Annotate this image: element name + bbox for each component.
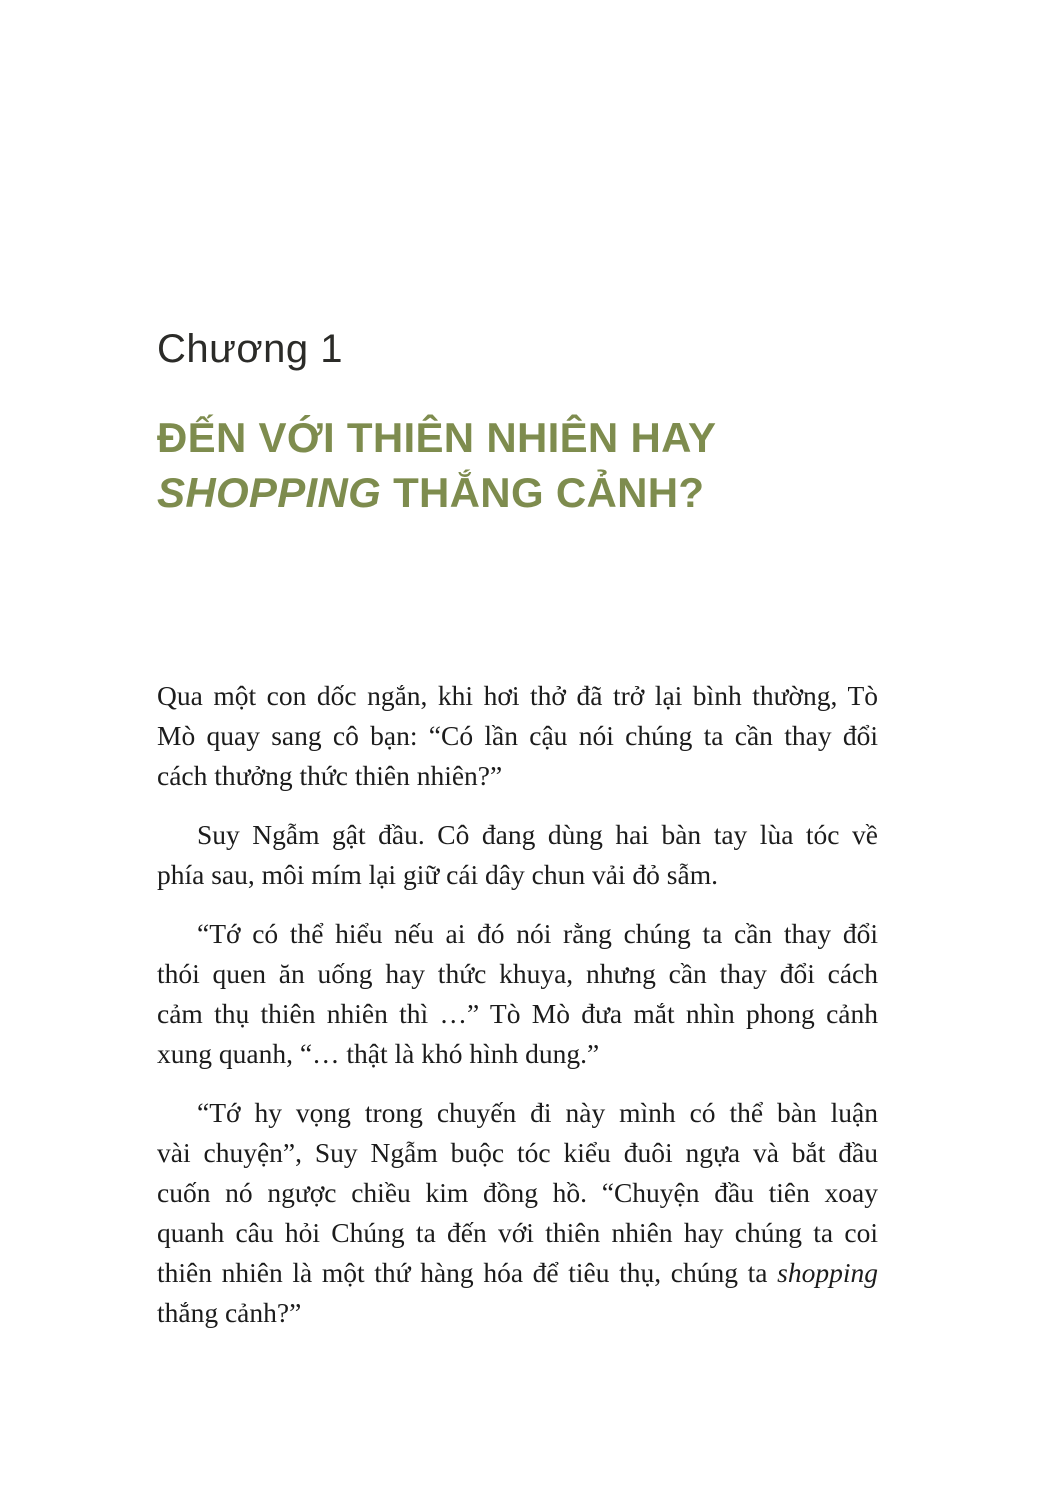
- text-line: [157, 1253, 878, 1293]
- text-run: vài chuyện”, Suy Ngẫm buộc tóc kiểu đuôi ngựa và bắt đầu: [157, 1137, 878, 1168]
- text-line: [157, 1133, 878, 1173]
- text-run: “Tớ có thể hiểu nếu ai đó nói rằng chúng ta cần thay đổi: [197, 918, 878, 949]
- italic-text-run: SHOPPING: [157, 469, 382, 516]
- text-line: [157, 855, 878, 895]
- text-run: quanh câu hỏi Chúng ta đến với thiên nhiên hay chúng ta coi: [157, 1217, 878, 1248]
- text-line: [157, 676, 878, 716]
- text-run: cảm thụ thiên nhiên thì …” Tò Mò đưa mắt nhìn phong cảnh: [157, 998, 878, 1029]
- text-run: Suy Ngẫm gật đầu. Cô đang dùng hai bàn tay lùa tóc về: [197, 819, 878, 850]
- text-line: [157, 1093, 878, 1133]
- text-line: [157, 1213, 878, 1253]
- text-line: [157, 1293, 878, 1333]
- chapter-label: Chương 1: [157, 327, 343, 371]
- text-run: cách thưởng thức thiên nhiên?”: [157, 760, 503, 791]
- text-run: THẮNG CẢNH?: [381, 469, 705, 516]
- text-run: thói quen ăn uống hay thức khuya, nhưng cần thay đổi cách: [157, 958, 878, 989]
- body-text: [157, 676, 878, 1333]
- text-run: Mò quay sang cô bạn: “Có lần cậu nói chúng ta cần thay đổi: [157, 720, 878, 751]
- text-line: [157, 1034, 878, 1074]
- text-line: [157, 954, 878, 994]
- text-run: thắng cảnh?”: [157, 1297, 302, 1328]
- text-run: thiên nhiên là một thứ hàng hóa để tiêu thụ, chúng ta: [157, 1257, 778, 1288]
- paragraph-4: [157, 1093, 878, 1333]
- text-line: [157, 1173, 878, 1213]
- text-line: [157, 716, 878, 756]
- paragraph-3: [157, 914, 878, 1074]
- text-run: Qua một con dốc ngắn, khi hơi thở đã trở lại bình thường, Tò: [157, 680, 878, 711]
- chapter-title-line2: [157, 465, 897, 520]
- text-line: [157, 994, 878, 1034]
- text-run: “Tớ hy vọng trong chuyến đi này mình có thể bàn luận: [197, 1097, 878, 1128]
- text-line: [157, 815, 878, 855]
- paragraph-2: [157, 815, 878, 895]
- text-run: cuốn nó ngược chiều kim đồng hồ. “Chuyện đầu tiên xoay: [157, 1177, 878, 1208]
- chapter-title-line1: ĐẾN VỚI THIÊN NHIÊN HAY: [157, 414, 717, 461]
- text-line: [157, 756, 878, 796]
- italic-text-run: shopping: [777, 1257, 878, 1288]
- text-run: phía sau, môi mím lại giữ cái dây chun vải đỏ sẫm.: [157, 859, 718, 890]
- text-run: xung quanh, “… thật là khó hình dung.”: [157, 1038, 600, 1069]
- text-line: [157, 914, 878, 954]
- chapter-title: [157, 410, 897, 520]
- paragraph-1: [157, 676, 878, 796]
